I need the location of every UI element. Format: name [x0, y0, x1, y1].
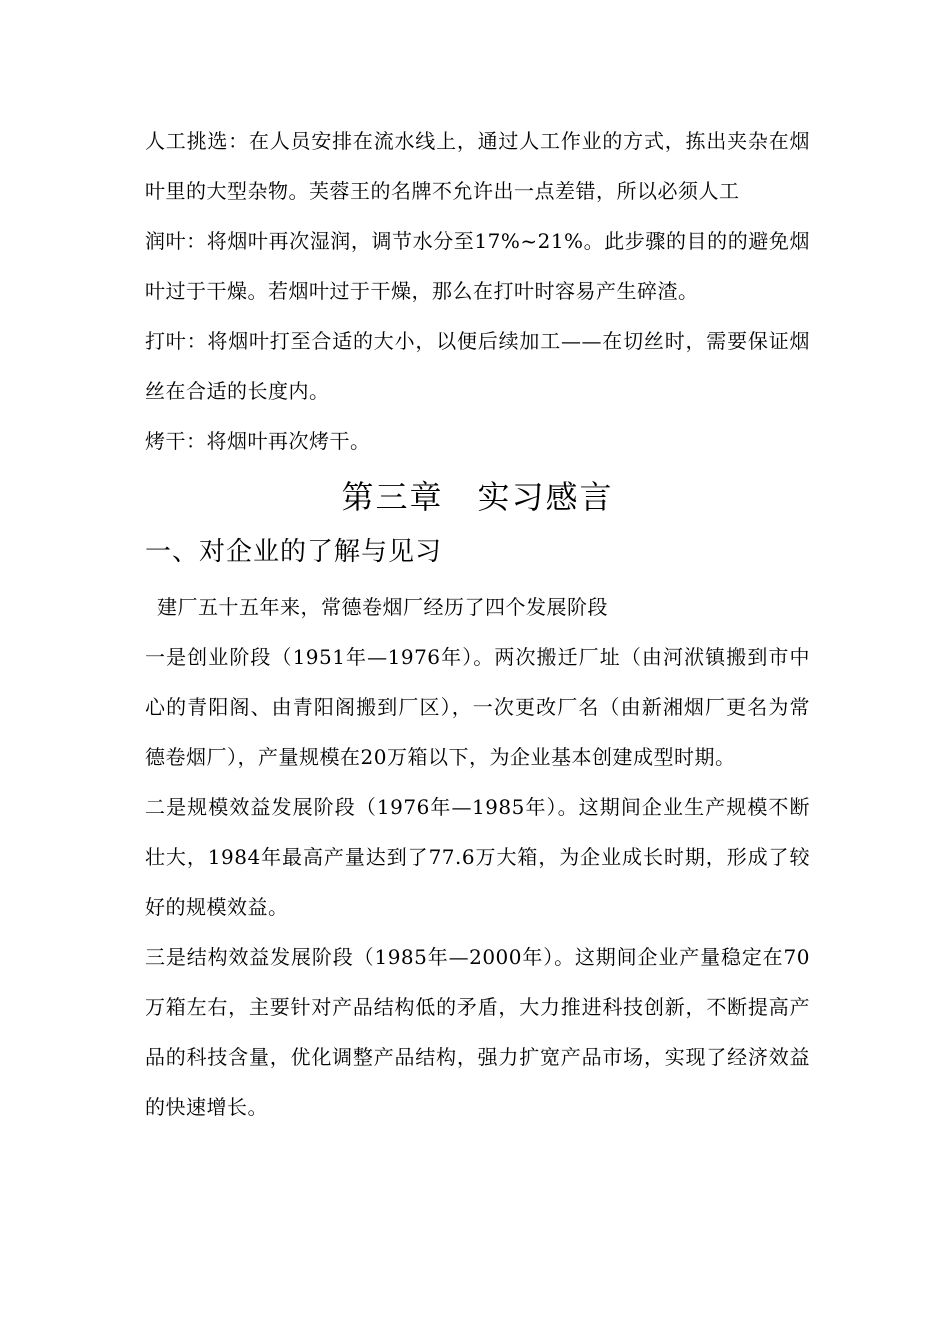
paragraph-stage-two: 二是规模效益发展阶段（1976年—1985年）。这期间企业生产规模不断壮大，1984年最高产量达到了77.6万大箱，为企业成长时期，形成了较好的规模效益。 [145, 795, 810, 919]
document-body [145, 116, 810, 1132]
section-title: 一、对企业的了解与见习 [145, 537, 443, 567]
chapter-title: 第三章 实习感言 [341, 478, 614, 516]
paragraph-intro: 建厂五十五年来，常德卷烟厂经历了四个发展阶段 [157, 595, 608, 619]
paragraph-leaf-moistening: 润叶：将烟叶再次湿润，调节水分至17%~21%。此步骤的目的的避免烟叶过于干燥。若烟叶过于干燥，那么在打叶时容易产生碎渣。 [145, 229, 810, 303]
paragraph-drying: 烤干：将烟叶再次烤干。 [145, 429, 371, 453]
paragraph-leaf-threshing: 打叶：将烟叶打至合适的大小，以便后续加工——在切丝时，需要保证烟丝在合适的长度内。 [145, 329, 810, 403]
paragraph-manual-sorting: 人工挑选：在人员安排在流水线上，通过人工作业的方式，拣出夹杂在烟叶里的大型杂物。芙蓉王的名牌不允许出一点差错，所以必须人工 [145, 129, 810, 203]
paragraph-stage-three: 三是结构效益发展阶段（1985年—2000年）。这期间企业产量稳定在70 万箱左右，主要针对产品结构低的矛盾，大力推进科技创新，不断提高产品的科技含量，优化调整产品结构，强力扩宽产品市场，实现了经济效益的快速增长。 [145, 945, 810, 1119]
paragraph-stage-one: 一是创业阶段（1951年—1976年）。两次搬迁厂址（由河洑镇搬到市中心的青阳阁、由青阳阁搬到厂区），一次更改厂名（由新湘烟厂更名为常德卷烟厂），产量规模在20万箱以下，为企业基本创建成型时期。 [145, 645, 810, 769]
